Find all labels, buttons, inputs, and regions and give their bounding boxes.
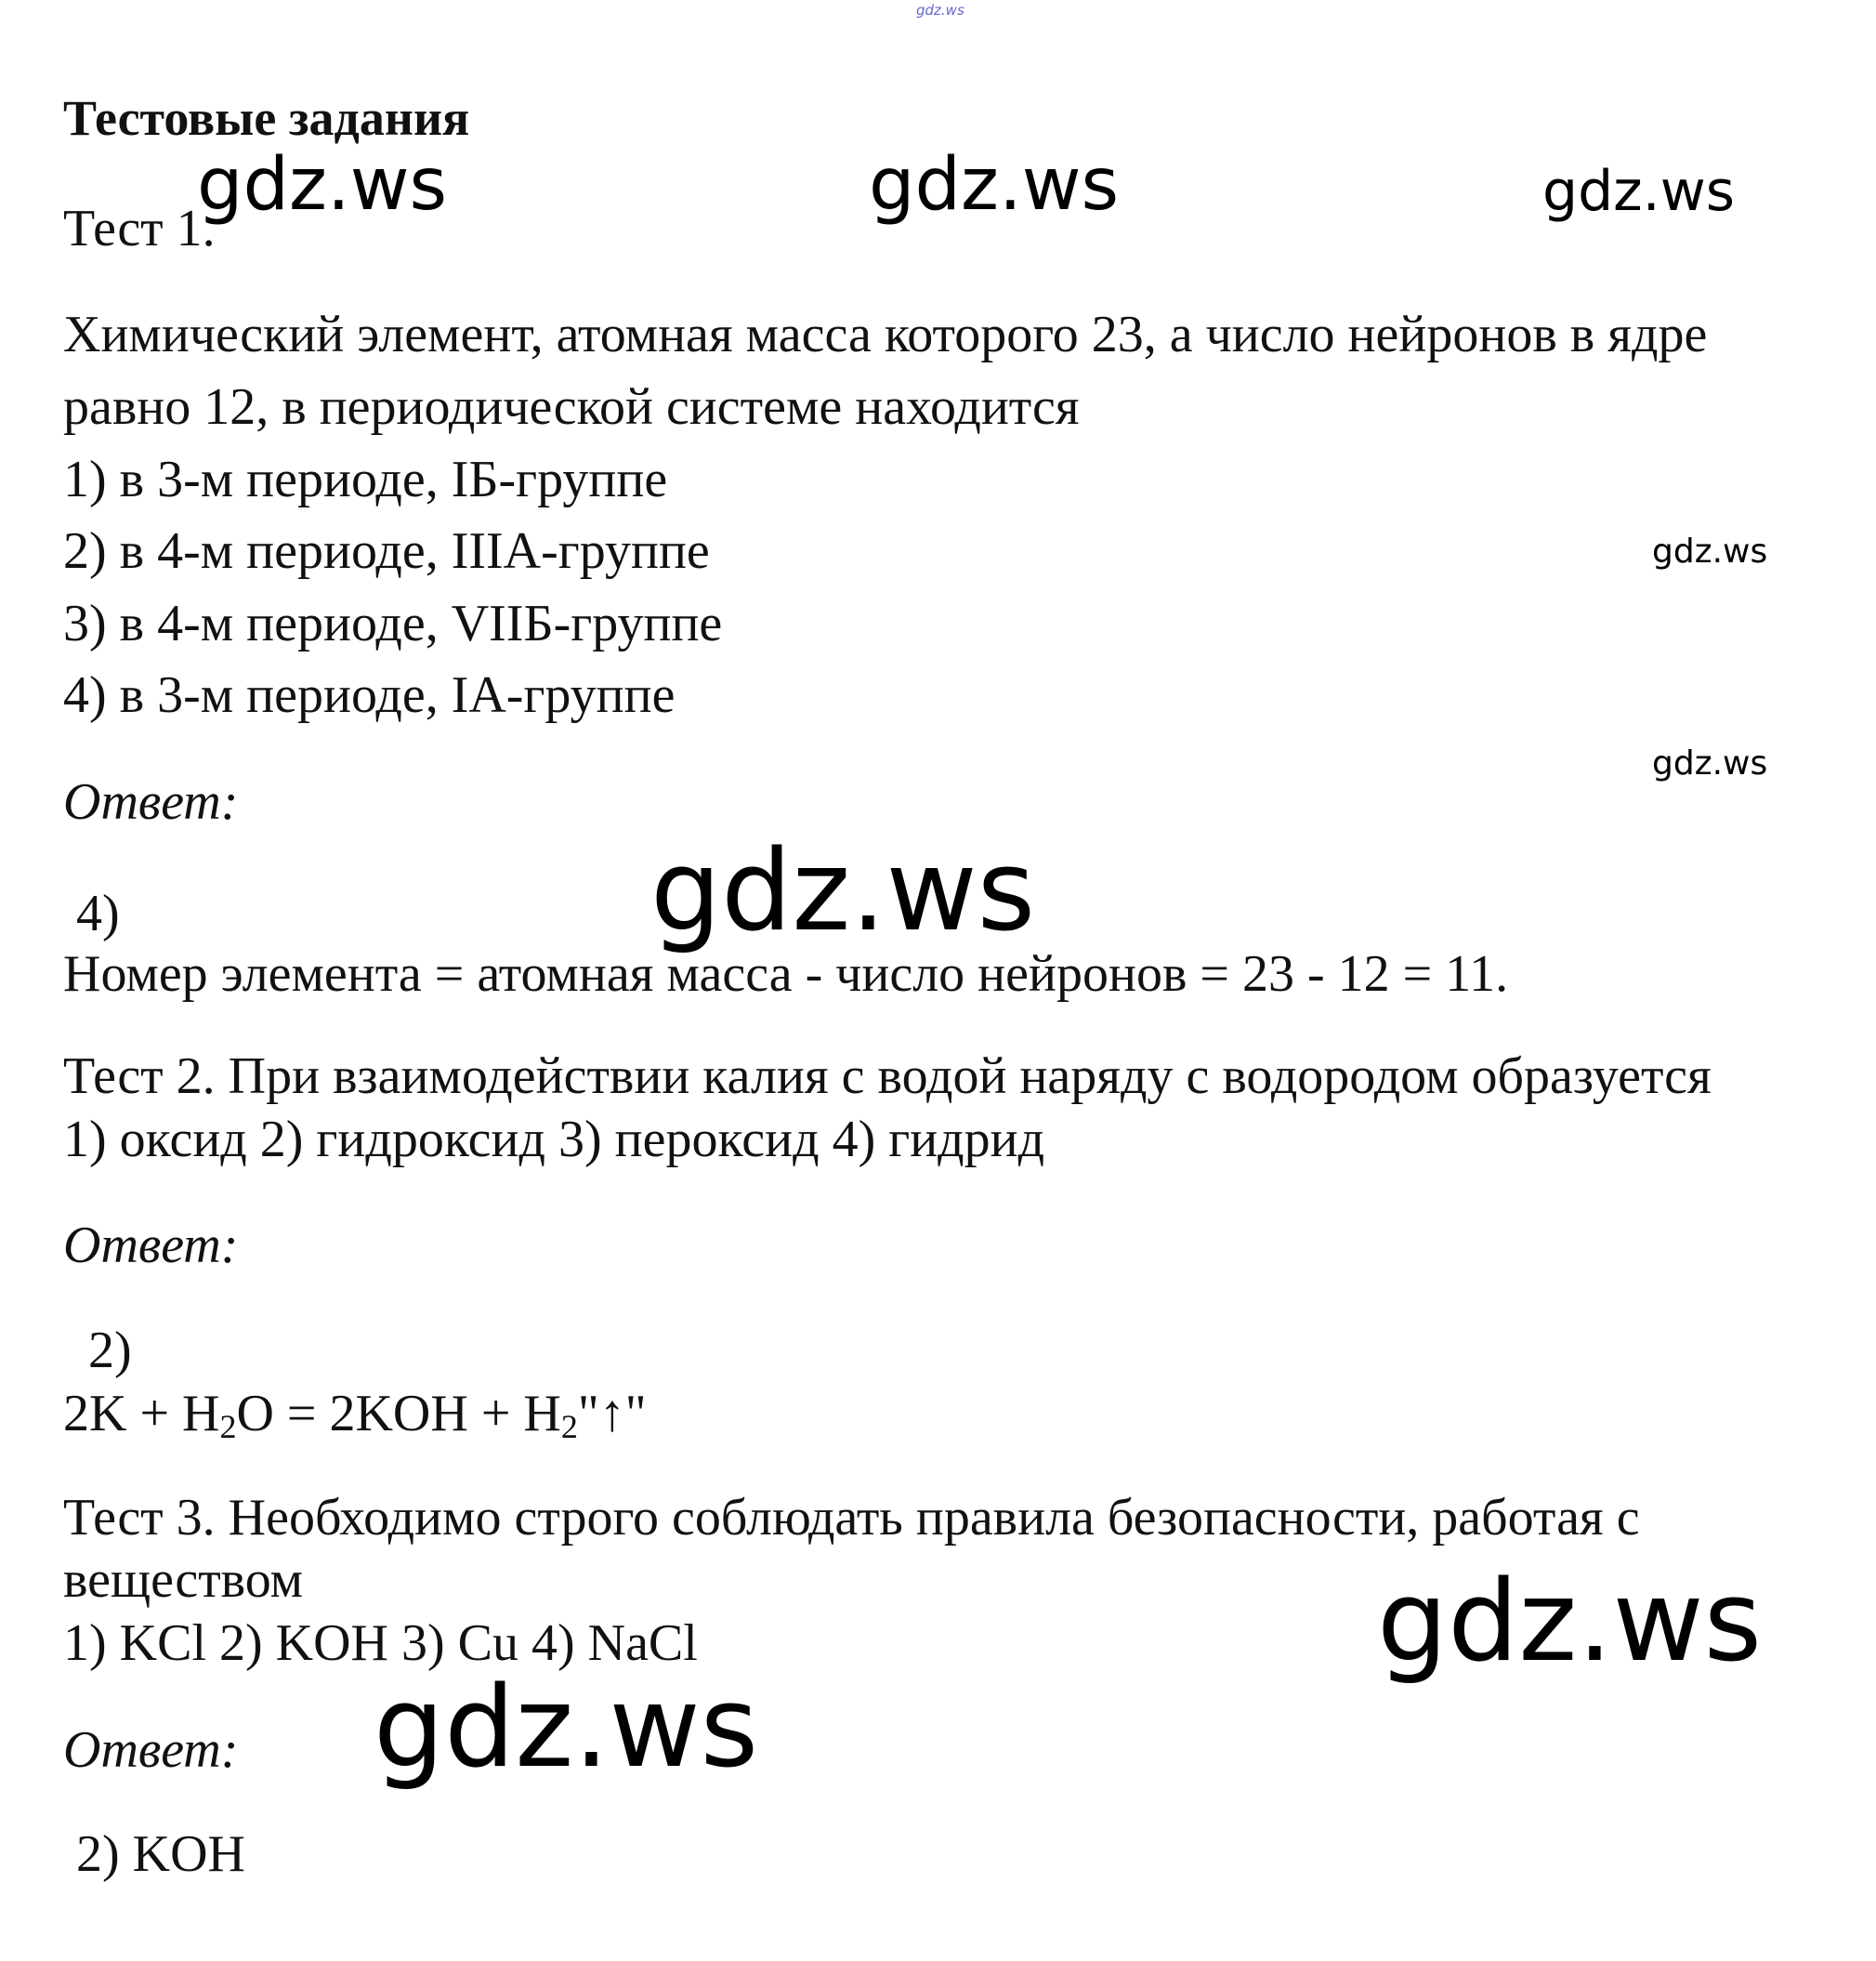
test1-question-line1: Химический элемент, атомная масса которого 23, а число нейронов в ядре bbox=[63, 306, 1708, 363]
test1-heading: Тест 1. bbox=[63, 200, 216, 257]
equation-sub1: 2 bbox=[219, 1408, 237, 1445]
test3-answer: 2) KOH bbox=[76, 1825, 245, 1883]
test1-answer-label: Ответ: bbox=[63, 773, 239, 831]
test1-explanation: Номер элемента = атомная масса - число нейронов = 23 - 12 = 11. bbox=[63, 945, 1509, 1003]
test3-answer-label: Ответ: bbox=[63, 1721, 239, 1779]
test1-answer: 4) bbox=[76, 885, 120, 942]
watermark: gdz.ws bbox=[1652, 533, 1768, 571]
test2-question-line1: Тест 2. При взаимодействии калия с водой наряду с водородом образуется bbox=[63, 1047, 1712, 1105]
equation-part2: O = 2KOH + H bbox=[236, 1385, 561, 1442]
watermark-tiny: gdz.ws bbox=[916, 2, 964, 19]
test2-question-line2: 1) оксид 2) гидроксид 3) пероксид 4) гидрид bbox=[63, 1111, 1045, 1168]
equation-sub2: 2 bbox=[560, 1408, 578, 1445]
equation-part3: "↑" bbox=[577, 1385, 647, 1442]
test2-answer-label: Ответ: bbox=[63, 1217, 239, 1274]
test1-option-1: 1) в 3-м периоде, IБ-группе bbox=[63, 451, 668, 508]
watermark: gdz.ws bbox=[374, 1664, 759, 1793]
test1-question-line2: равно 12, в периодической системе находится bbox=[63, 378, 1080, 436]
watermark: gdz.ws bbox=[650, 827, 1036, 956]
test2-equation bbox=[63, 1385, 647, 1445]
watermark: gdz.ws bbox=[1542, 159, 1736, 224]
test3-question-line2: веществом bbox=[63, 1551, 304, 1609]
page-title: Тестовые задания bbox=[63, 90, 470, 146]
test1-option-3: 3) в 4-м периоде, VIIБ-группе bbox=[63, 595, 723, 652]
watermark: gdz.ws bbox=[869, 143, 1120, 227]
watermark: gdz.ws bbox=[1377, 1558, 1763, 1687]
test1-option-2: 2) в 4-м периоде, IIIA-группе bbox=[63, 522, 710, 580]
equation-part1: 2K + H bbox=[63, 1385, 220, 1442]
test3-question-line1: Тест 3. Необходимо строго соблюдать правила безопасности, работая с bbox=[63, 1489, 1640, 1546]
watermark: gdz.ws bbox=[1652, 744, 1768, 783]
test1-option-4: 4) в 3-м периоде, IA-группе bbox=[63, 666, 676, 724]
watermark: gdz.ws bbox=[197, 143, 448, 227]
test2-answer: 2) bbox=[88, 1322, 132, 1379]
test3-question-line3: 1) KCl 2) KOH 3) Cu 4) NaCl bbox=[63, 1614, 698, 1672]
